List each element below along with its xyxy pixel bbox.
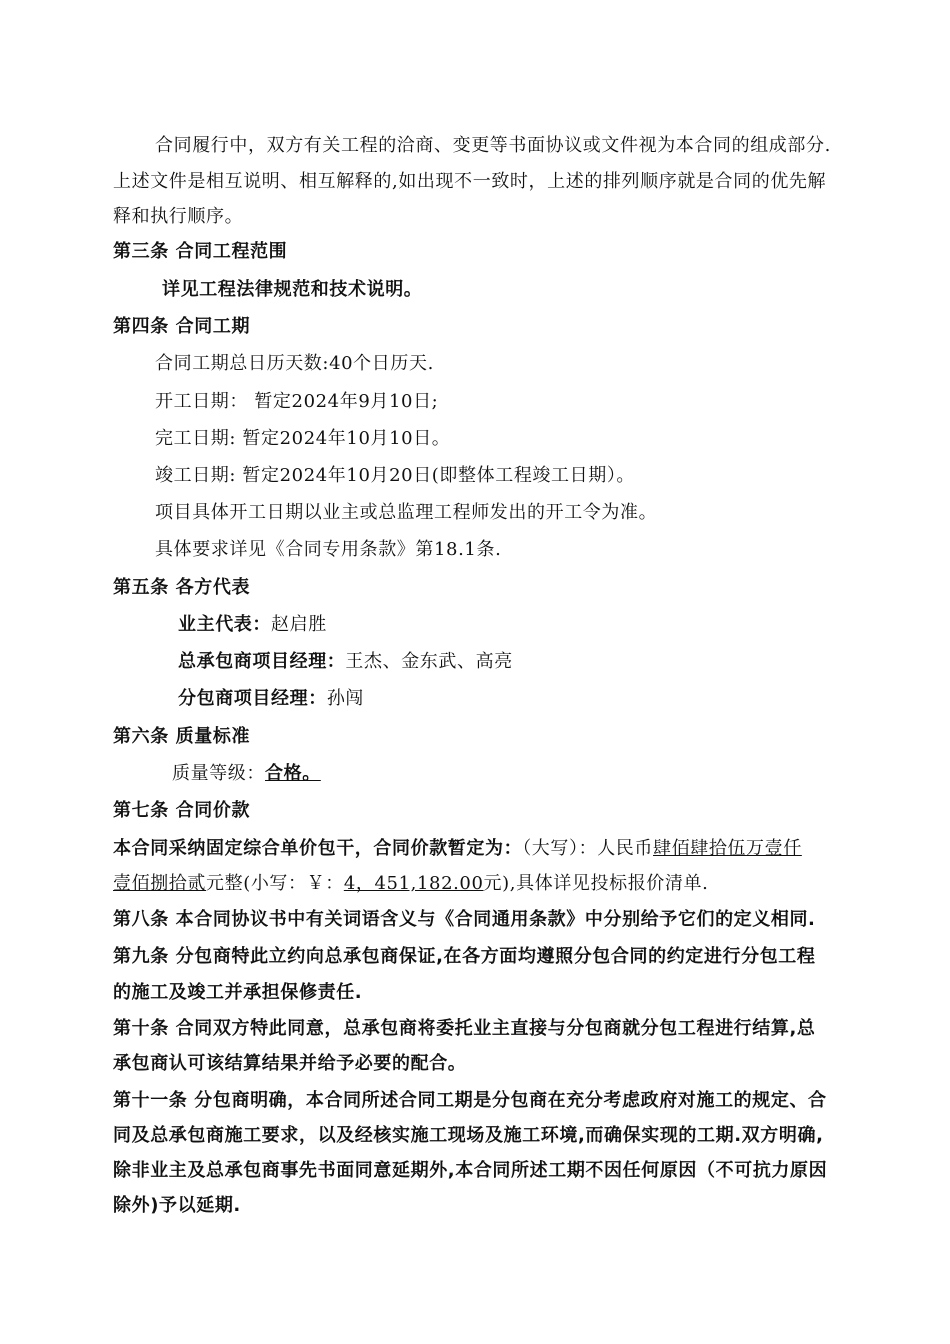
article-11-line-1: 第十一条 分包商明确，本合同所述合同工期是分包商在充分考虑政府对施工的规定、合 <box>113 1090 827 1111</box>
price-intro: 本合同采纳固定综合单价包干，合同价款暂定为： <box>113 838 523 859</box>
sub-name: 孙闯 <box>326 688 365 709</box>
article-8: 第八条 本合同协议书中有关词语含义与《合同通用条款》中分别给予它们的定义相同. <box>113 909 816 930</box>
price-capital-amount-1: 肆佰肆拾伍万壹仟 <box>653 838 802 859</box>
owner-representative <box>178 613 327 637</box>
article-4-start-date: 开工日期： 暂定2024年9月10日; <box>155 391 439 412</box>
gc-label: 总承包商项目经理： <box>178 651 346 672</box>
quality-grade <box>172 762 321 786</box>
owner-name: 赵启胜 <box>271 614 327 635</box>
intro-line-1: 合同履行中，双方有关工程的洽商、变更等书面协议或文件视为本合同的组成部分. <box>155 135 831 156</box>
quality-value: 合格。 <box>265 763 321 784</box>
article-10-line-1: 第十条 合同双方特此同意，总承包商将委托业主直接与分包商就分包工程进行结算,总 <box>113 1018 816 1039</box>
article-6-heading: 第六条 质量标准 <box>113 726 251 747</box>
article-10-line-2: 承包商认可该结算结果并给予必要的配合。 <box>113 1053 467 1074</box>
gc-names: 王杰、金东武、高亮 <box>345 651 513 672</box>
sub-project-manager <box>178 687 364 711</box>
price-lower-amount: 4，451,182.00 <box>343 873 484 894</box>
article-7-heading: 第七条 合同价款 <box>113 800 251 821</box>
article-11-line-4: 除外)予以延期. <box>113 1195 241 1216</box>
article-4-total-days: 合同工期总日历天数:40个日历天. <box>155 353 434 374</box>
article-4-finish-date: 完工日期: 暂定2024年10月10日。 <box>155 428 451 449</box>
price-capital-amount-2: 壹佰捌拾贰 <box>113 873 206 894</box>
price-capital-label: （大写）：人民币 <box>522 838 654 859</box>
quality-label: 质量等级： <box>172 763 265 784</box>
article-9-line-1: 第九条 分包商特此立约向总承包商保证,在各方面均遵照分包合同的约定进行分包工程 <box>113 946 816 967</box>
article-7-line-2 <box>113 872 708 896</box>
price-lower-label: 元整(小写：￥： <box>206 873 344 894</box>
article-3-heading: 第三条 合同工程范围 <box>113 241 288 262</box>
sub-label: 分包商项目经理： <box>178 688 327 709</box>
gc-project-manager <box>178 650 513 674</box>
article-4-note: 项目具体开工日期以业主或总监理工程师发出的开工令为准。 <box>155 502 658 523</box>
price-tail: 元),具体详见投标报价清单. <box>483 873 709 894</box>
article-4-heading: 第四条 合同工期 <box>113 316 251 337</box>
article-4-reference: 具体要求详见《合同专用条款》第18.1条. <box>155 539 502 560</box>
article-4-completion-date: 竣工日期: 暂定2024年10月20日(即整体工程竣工日期）。 <box>155 465 636 486</box>
article-11-line-2: 同及总承包商施工要求，以及经核实施工现场及施工环境,而确保实现的工期.双方明确, <box>113 1125 824 1146</box>
intro-line-3: 释和执行顺序。 <box>113 206 244 227</box>
article-3-body: 详见工程法律规范和技术说明。 <box>162 279 423 300</box>
intro-line-2: 上述文件是相互说明、相互解释的,如出现不一致时，上述的排列顺序就是合同的优先解 <box>113 171 827 192</box>
article-5-heading: 第五条 各方代表 <box>113 577 251 598</box>
article-11-line-3: 除非业主及总承包商事先书面同意延期外,本合同所述工期不因任何原因（不可抗力原因 <box>113 1160 828 1181</box>
article-9-line-2: 的施工及竣工并承担保修责任. <box>113 982 363 1003</box>
owner-label: 业主代表： <box>178 614 271 635</box>
article-7-line-1 <box>113 837 802 861</box>
